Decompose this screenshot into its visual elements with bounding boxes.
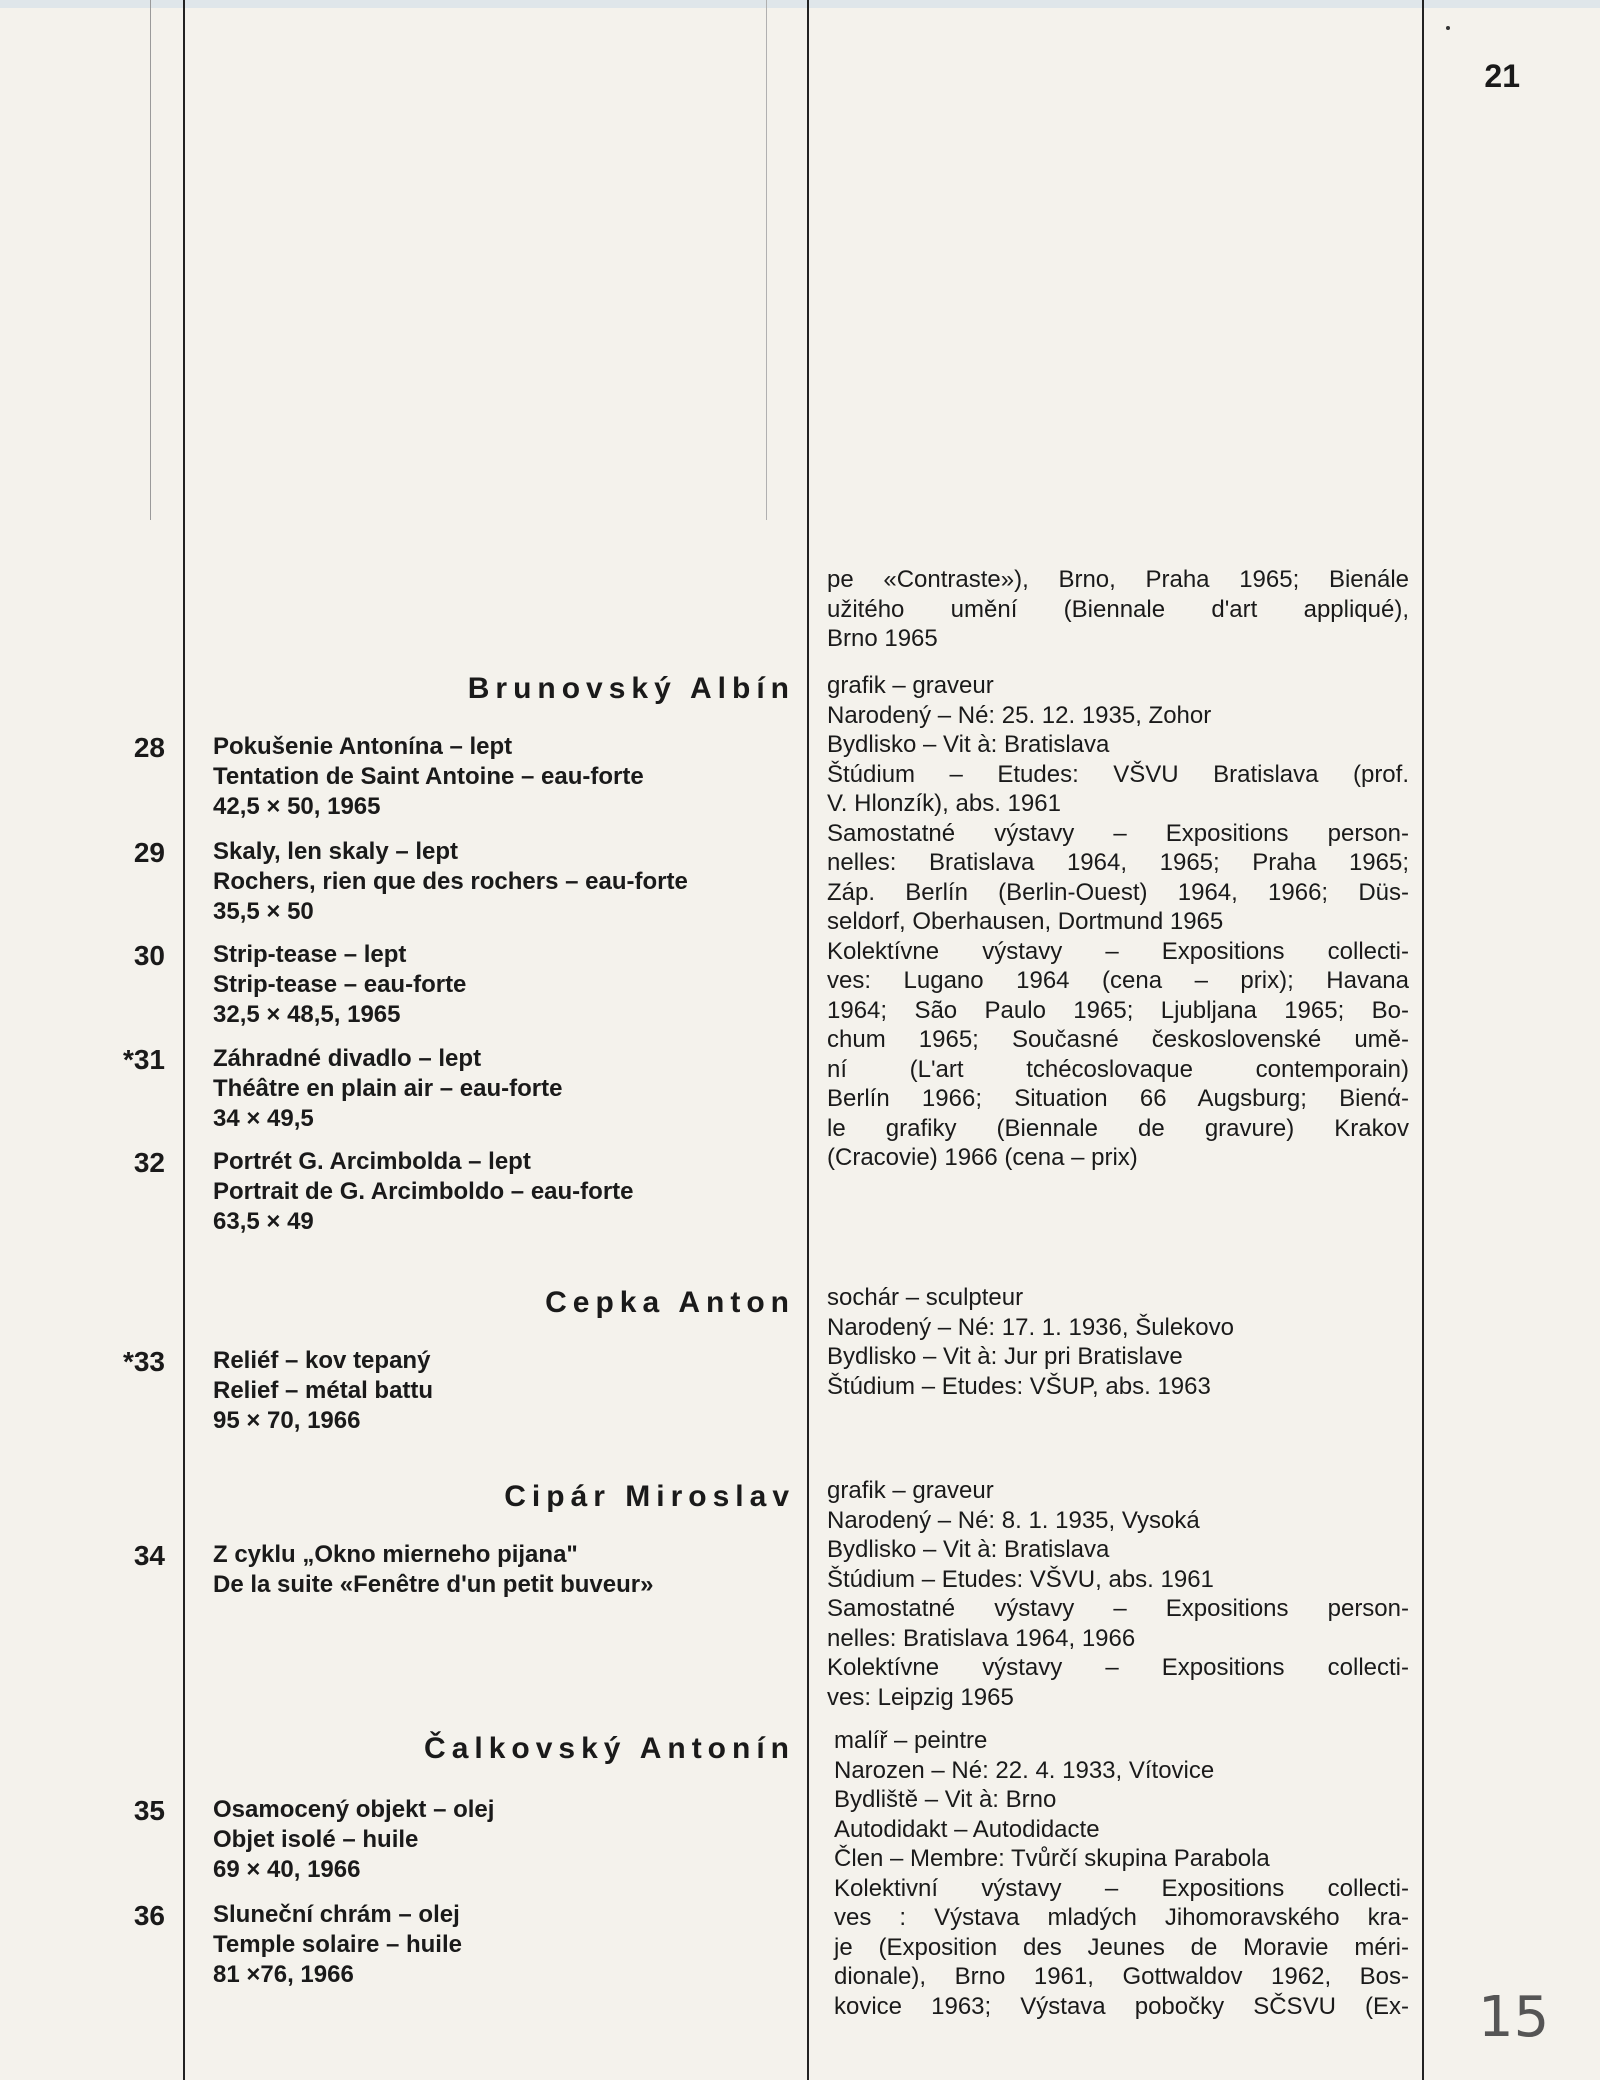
artist-bio (827, 1283, 1409, 1401)
bio-line: Bydliště – Vit à: Brno (834, 1786, 1057, 1813)
bio-line: V. Hlonzík), abs. 1961 (827, 790, 1061, 817)
page-number: 21 (1484, 58, 1520, 94)
bio-line: ves: Leipzig 1965 (827, 1683, 1014, 1711)
entry-number: 29 (133, 837, 165, 868)
bio-line: grafik – graveur (827, 1477, 994, 1504)
entry-number: *33 (122, 1346, 165, 1377)
bio-line: nelles: Bratislava 1964, 1966 (827, 1624, 1136, 1652)
entry-title-sk: Portrét G. Arcimbolda – lept (213, 1148, 531, 1175)
entry-title-sk: Osamocený objekt – olej (213, 1796, 495, 1823)
entry-dimensions: 34 × 49,5 (213, 1105, 314, 1132)
bio-line: Kolektívne výstavy – Expositions collecti- (827, 1654, 1409, 1681)
handwritten-mark: 15 (1478, 1985, 1550, 2050)
entry-dimensions: 32,5 × 48,5, 1965 (213, 1001, 401, 1028)
bio-line: Bydlisko – Vit à: Jur pri Bratislave (827, 1343, 1183, 1370)
bio-line: pe «Contraste»), Brno, Praha 1965; Bienále (827, 566, 1409, 593)
entry-number: 28 (133, 732, 165, 763)
entry-number: 32 (133, 1147, 165, 1178)
column-rule (183, 0, 185, 2080)
entry-title-sk: Z cyklu „Okno mierneho pijana" (213, 1541, 578, 1568)
bio-line: Narozen – Né: 22. 4. 1933, Vítovice (834, 1756, 1215, 1784)
bio-line: dionale), Brno 1961, Gottwaldov 1962, Bos- (834, 1963, 1409, 1990)
entry-number: *31 (122, 1044, 165, 1075)
bio-line: Bydlisko – Vit à: Bratislava (827, 1536, 1110, 1563)
entry-title-fr: Strip-tease – eau-forte (213, 971, 467, 998)
bio-line: ves: Lugano 1964 (cena – prix); Havana (827, 967, 1409, 994)
bio-line: le grafiky (Biennale de gravure) Krakov (827, 1114, 1409, 1142)
entry-title-sk: Pokušenie Antonína – lept (213, 733, 513, 760)
entry-title-sk: Sluneční chrám – olej (213, 1901, 460, 1928)
bio-line: ní (L'art tchécoslovaque contemporain) (827, 1055, 1409, 1083)
artist-bio (827, 565, 1409, 654)
bio-line: seldorf, Oberhausen, Dortmund 1965 (827, 908, 1224, 935)
print-speck (1446, 26, 1450, 30)
scan-edge (0, 0, 1600, 8)
entry-title-sk: Záhradné divadlo – lept (213, 1045, 482, 1072)
bio-line: Kolektivní výstavy – Expositions collecti- (834, 1874, 1409, 1902)
bleed-through-rule (150, 0, 151, 520)
entry-dimensions: 42,5 × 50, 1965 (213, 793, 381, 820)
bio-line: (Cracovie) 1966 (cena – prix) (827, 1144, 1138, 1171)
bio-line: Štúdium – Etudes: VŠVU, abs. 1961 (827, 1565, 1214, 1593)
bio-line: ves : Výstava mladých Jihomoravského kra- (834, 1904, 1409, 1931)
bio-line: Narodený – Né: 17. 1. 1936, Šulekovo (827, 1313, 1234, 1341)
bio-line: Záp. Berlín (Berlin-Ouest) 1964, 1966; Düs- (827, 878, 1409, 906)
entry-dimensions: 81 ×76, 1966 (213, 1961, 354, 1988)
entry-number: 30 (133, 940, 165, 971)
entry-title-sk: Skaly, len skaly – lept (213, 838, 459, 865)
entry-title-fr: Portrait de G. Arcimboldo – eau-forte (213, 1178, 634, 1205)
entry-title-fr: Temple solaire – huile (213, 1931, 462, 1958)
entry-title-fr: Rochers, rien que des rochers – eau-forte (213, 868, 688, 895)
bio-line: Člen – Membre: Tvůrčí skupina Parabola (834, 1845, 1270, 1872)
bio-line: Štúdium – Etudes: VŠUP, abs. 1963 (827, 1372, 1211, 1400)
bio-line: Autodidakt – Autodidacte (834, 1815, 1100, 1843)
entry-dimensions: 35,5 × 50 (213, 898, 314, 925)
bio-line: Bydlisko – Vit à: Bratislava (827, 731, 1110, 758)
entry-title-sk: Strip-tease – lept (213, 941, 407, 968)
bio-line: užitého umění (Biennale d'art appliqué), (827, 595, 1409, 623)
entry-title-fr: De la suite «Fenêtre d'un petit buveur» (213, 1571, 654, 1598)
entry-title-fr: Tentation de Saint Antoine – eau-forte (213, 763, 644, 790)
entry-number: 34 (133, 1540, 165, 1571)
artist-bio (827, 1476, 1409, 1712)
entry-title-fr: Relief – métal battu (213, 1377, 434, 1404)
bio-line: Štúdium – Etudes: VŠVU Bratislava (prof. (827, 760, 1409, 788)
bio-line: Kolektívne výstavy – Expositions collecti- (827, 937, 1409, 965)
artist-name: Cepka Anton (545, 1286, 795, 1319)
artist-name: Čalkovský Antonín (424, 1732, 795, 1765)
bio-line: 1964; São Paulo 1965; Ljubljana 1965; Bo- (827, 996, 1409, 1024)
bio-line: grafik – graveur (827, 672, 994, 699)
bio-line: nelles: Bratislava 1964, 1965; Praha 1965; (827, 849, 1409, 876)
column-rule (1422, 0, 1424, 2080)
artist-name: Cipár Miroslav (504, 1480, 795, 1513)
entry-number: 35 (133, 1795, 165, 1826)
bio-line: malíř – peintre (834, 1727, 988, 1754)
bio-line: chum 1965; Současné československé umě- (827, 1026, 1409, 1053)
bio-line: Narodený – Né: 8. 1. 1935, Vysoká (827, 1506, 1200, 1534)
bio-line: kovice 1963; Výstava pobočky SČSVU (Ex- (834, 1992, 1409, 2020)
entry-title-sk: Reliéf – kov tepaný (213, 1347, 431, 1374)
bio-line: Brno 1965 (827, 625, 938, 652)
bio-line: Samostatné výstavy – Expositions person- (827, 819, 1409, 847)
bio-line: Samostatné výstavy – Expositions person- (827, 1595, 1409, 1622)
entry-number: 36 (133, 1900, 165, 1931)
entry-title-fr: Théâtre en plain air – eau-forte (213, 1075, 563, 1102)
entry-dimensions: 95 × 70, 1966 (213, 1407, 361, 1434)
artist-bio (834, 1726, 1409, 2021)
bio-line: je (Exposition des Jeunes de Moravie méri- (834, 1933, 1409, 1961)
column-rule (807, 0, 809, 2080)
bio-line: Berlín 1966; Situation 66 Augsburg; Bienά- (827, 1085, 1409, 1112)
bio-line: Narodený – Né: 25. 12. 1935, Zohor (827, 701, 1212, 729)
entry-title-fr: Objet isolé – huile (213, 1826, 419, 1853)
entry-dimensions: 69 × 40, 1966 (213, 1856, 361, 1883)
artist-bio (827, 671, 1409, 1173)
artist-name: Brunovský Albín (467, 672, 795, 705)
bio-line: sochár – sculpteur (827, 1284, 1024, 1311)
entry-dimensions: 63,5 × 49 (213, 1208, 314, 1235)
bleed-through-rule (766, 0, 767, 520)
